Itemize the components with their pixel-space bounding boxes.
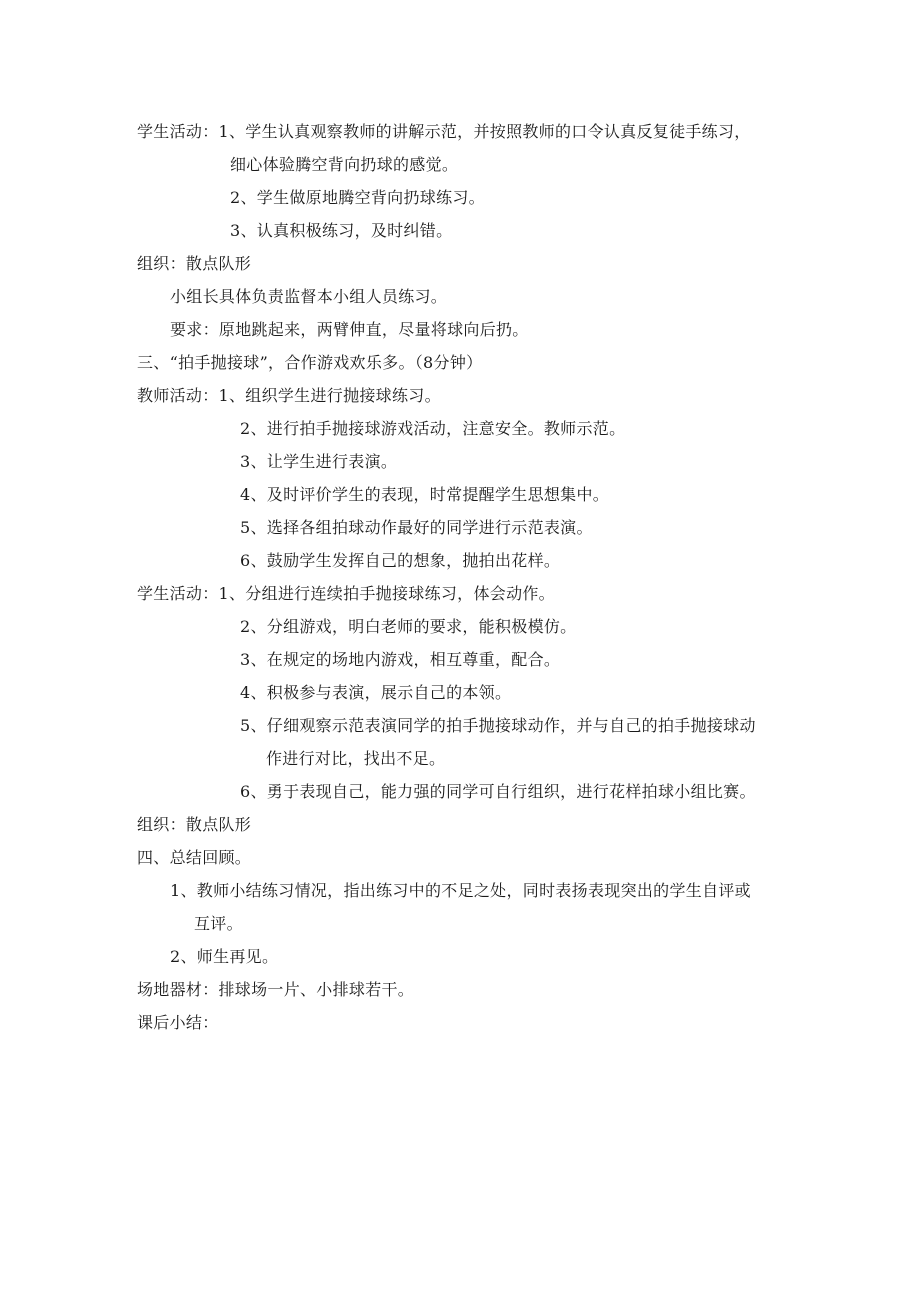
- section-heading: 四、总结回顾。: [137, 848, 252, 867]
- section-heading: 三、“拍手抛接球”，合作游戏欢乐多。（8分钟）: [137, 353, 483, 372]
- text-line: 3、在规定的场地内游戏，相互尊重，配合。: [240, 650, 561, 669]
- text-line: 组织：散点队形: [137, 254, 252, 273]
- text-line: 3、让学生进行表演。: [240, 452, 398, 471]
- text-line: 组织：散点队形: [137, 815, 252, 834]
- text-line: 4、积极参与表演，展示自己的本领。: [240, 683, 512, 702]
- text-line: 6、勇于表现自己，能力强的同学可自行组织，进行花样拍球小组比赛。: [240, 782, 756, 801]
- text-line: 细心体验腾空背向扔球的感觉。: [230, 155, 459, 174]
- text-line: 2、师生再见。: [170, 947, 279, 966]
- text-line: 1、教师小结练习情况，指出练习中的不足之处，同时表扬表现突出的学生自评或: [170, 881, 751, 900]
- text-line: 4、及时评价学生的表现，时常提醒学生思想集中。: [240, 485, 610, 504]
- text-line: 场地器材：排球场一片、小排球若干。: [137, 980, 415, 999]
- text-line: 学生活动：1、分组进行连续拍手抛接球练习，体会动作。: [137, 584, 555, 603]
- text-line: 3、认真积极练习，及时纠错。: [230, 221, 453, 240]
- text-line: 互评。: [194, 914, 243, 933]
- text-line: 5、仔细观察示范表演同学的拍手抛接球动作，并与自己的拍手抛接球动: [240, 716, 756, 735]
- text-line: 5、选择各组拍球动作最好的同学进行示范表演。: [240, 518, 593, 537]
- text-line: 要求：原地跳起来，两臂伸直，尽量将球向后扔。: [170, 320, 529, 339]
- text-line: 教师活动：1、组织学生进行抛接球练习。: [137, 386, 441, 405]
- text-line: 小组长具体负责监督本小组人员练习。: [170, 287, 448, 306]
- text-line: 2、进行拍手抛接球游戏活动，注意安全。教师示范。: [240, 419, 626, 438]
- text-line: 2、分组游戏，明白老师的要求，能积极模仿。: [240, 617, 577, 636]
- text-line: 课后小结：: [137, 1013, 219, 1032]
- text-line: 学生活动：1、学生认真观察教师的讲解示范，并按照教师的口令认真反复徒手练习，: [137, 122, 751, 141]
- text-line: 6、鼓励学生发挥自己的想象，抛拍出花样。: [240, 551, 561, 570]
- text-line: 2、学生做原地腾空背向扔球练习。: [230, 188, 485, 207]
- text-line: 作进行对比，找出不足。: [266, 749, 446, 768]
